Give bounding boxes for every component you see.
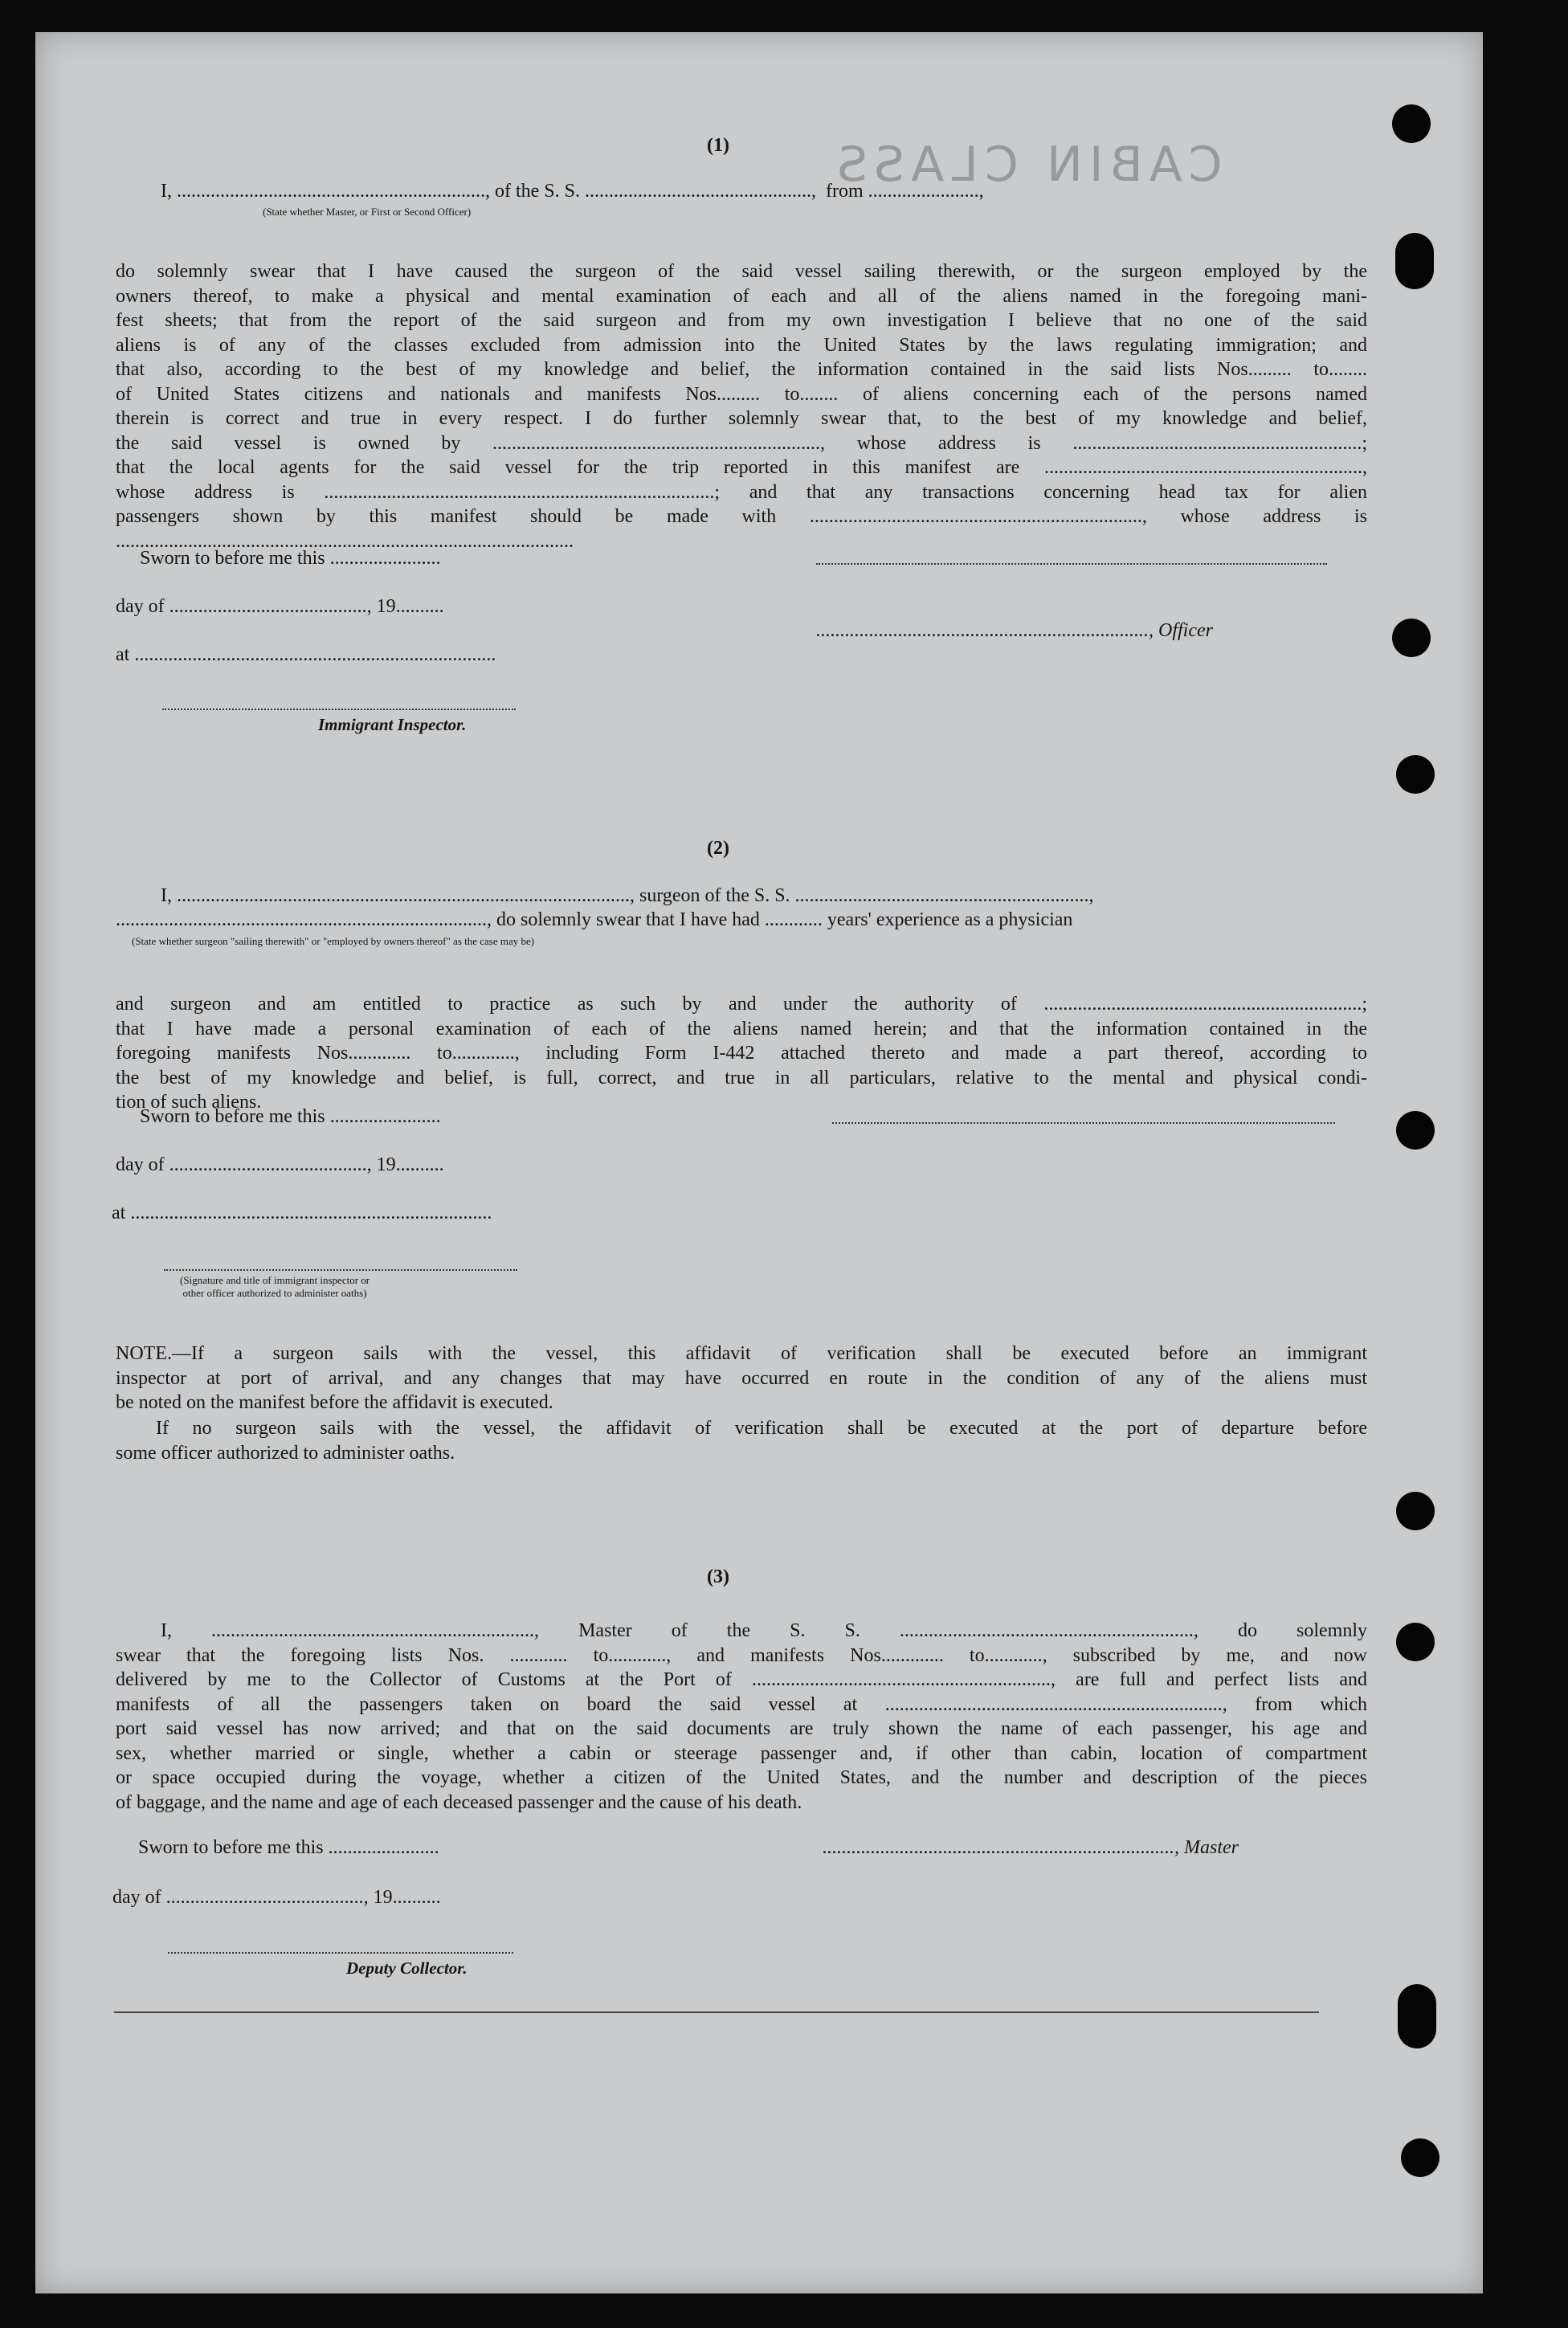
section-2-surgeon-note: (State whether surgeon "sailing therewith" or "employed by owners thereof" as the case may be) [132,935,535,947]
binder-hole [1401,2138,1439,2177]
section-1-heading: (1) [707,135,729,156]
paragraph-line: inspector at port of arrival, and any changes that may have occurred en route in the condition of any of the aliens must [116,1367,1367,1389]
paragraph-line: ............................................................................................... [116,530,574,552]
binder-hole [1396,1111,1435,1150]
section-1-oath-line: I, ................................................................, of the S. S. ..............................................., from ......................., [161,181,984,202]
binder-hole [1396,1623,1435,1661]
paragraph-line: foregoing manifests Nos............. to............., including Form I-442 attached thereto and made a part thereof, according to [116,1043,1367,1064]
section-3-day-of: day of ........................................., 19.......... [112,1887,441,1908]
section-3-collector-line [168,1952,513,1954]
paragraph-line: do solemnly swear that I have caused the surgeon of the said vessel sailing therewith, or the surgeon employed by the [116,261,1367,282]
section-2-at: at ........................................................................... [112,1203,492,1223]
paragraph-line: that the local agents for the said vessel for the trip reported in this manifest are .................................................................., [116,457,1367,478]
paragraph-line: tion of such aliens. [116,1092,262,1113]
note-line: If no surgeon sails with the vessel, the affidavit of verification shall be executed at the port of departure before [156,1418,1367,1439]
paragraph-line: manifests of all the passengers taken on board the said vessel at ......................................................................, from which [116,1693,1367,1715]
paragraph-line: fest sheets; that from the report of the said surgeon and from my own investigation I believe that no one of the said [116,310,1367,331]
binder-hole [1396,1492,1435,1530]
section-1-officer-note: (State whether Master, or First or Second Officer) [263,206,472,218]
section-1-signature-line [816,563,1327,565]
paragraph-line: and surgeon and am entitled to practice as such by and under the authority of ..................................................................; [116,994,1367,1015]
section-2-line1: I, .............................................................................................., surgeon of the S. S. ............................................................., [161,885,1094,906]
bleed-through-title: CABIN CLASS [831,137,1223,193]
paragraph-line: that also, according to the best of my knowledge and belief, the information contained in the said lists Nos......... to........ [116,359,1367,380]
manifest-page [35,32,1483,2293]
paragraph-line: sex, whether married or single, whether a cabin or steerage passenger and, if other than cabin, location of compartment [116,1742,1367,1764]
paragraph-line: I, ..................................................................., Master of the S. S. ............................................................., do solemnly [161,1620,1367,1641]
binder-hole [1396,755,1435,794]
section-2-line2: ............................................................................., do solemnly swear that I have had ............ years' experience as a physician [116,909,1073,930]
paragraph-line: or space occupied during the voyage, whether a citizen of the United States, and the number and description of the pieces [116,1767,1367,1788]
binder-hole [1392,619,1431,657]
paragraph-line: port said vessel has now arrived; and that on the said documents are truly shown the name of each passenger, his age and [116,1718,1367,1739]
section-2-heading: (2) [707,838,729,859]
section-1-officer-line: ....................................................................., Officer [816,620,1213,641]
paragraph-line: therein is correct and true in every respect. I do further solemnly swear that, to the best of my knowledge and belief, [116,408,1367,429]
paragraph-line: the best of my knowledge and belief, is full, correct, and true in all particulars, relative to the mental and physical condi- [116,1067,1367,1088]
paragraph-line: of baggage, and the name and age of each deceased passenger and the cause of his death. [116,1791,802,1813]
paragraph-line: that I have made a personal examination of each of the aliens named herein; and that the information contained in the [116,1018,1367,1039]
paragraph-line: delivered by me to the Collector of Customs at the Port of .............................................................., are full and perfect lists and [116,1669,1367,1690]
section-3-deputy-label: Deputy Collector. [346,1958,468,1978]
paragraph-line: the said vessel is owned by ...................................................................., whose address is ............................................................; [116,432,1367,454]
binder-hole [1392,104,1431,143]
section-1-inspector-line [162,709,516,710]
section-1-at: at ........................................................................... [116,644,496,665]
paragraph-line: swear that the foregoing lists Nos. ............ to............, and manifests Nos............. to............, subscribed by me, and now [116,1644,1367,1666]
section-3-heading: (3) [707,1566,729,1587]
section-2-inspector-line [164,1269,517,1271]
section-2-signature-line [832,1122,1335,1124]
paragraph-line: NOTE.—If a surgeon sails with the vessel, this affidavit of verification shall be executed before an immigrant [116,1343,1367,1364]
section-2-sworn: Sworn to before me this ....................... [140,1106,441,1127]
paragraph-line: be noted on the manifest before the affidavit is executed. [116,1392,553,1413]
section-3-sworn: Sworn to before me this ....................... [138,1837,439,1858]
bottom-rule [114,2011,1319,2013]
paragraph-line: of United States citizens and nationals and manifests Nos......... to........ of aliens concerning each of the persons named [116,383,1367,405]
section-1-day-of: day of ........................................., 19.......... [116,596,444,617]
binder-hole [1395,233,1434,289]
paragraph-line: aliens is of any of the classes excluded from admission into the United States by the laws regulating immigration; and [116,334,1367,356]
section-3-master-line: ........................................................................., Master [823,1837,1239,1858]
binder-hole [1398,1984,1436,2048]
paragraph-line: whose address is .................................................................................; and that any transactions concerning head tax for alien [116,481,1367,503]
note-line: some officer authorized to administer oaths. [116,1442,455,1464]
section-1-inspector-label: Immigrant Inspector. [318,715,467,734]
section-2-signature-note: (Signature and title of immigrant inspector or other officer authorized to administer oaths) [180,1274,370,1299]
paragraph-line: passengers shown by this manifest should be made with ....................................................................., whose address is [116,506,1367,527]
section-2-day-of: day of ........................................., 19.......... [116,1154,444,1175]
section-1-sworn: Sworn to before me this ....................... [140,548,441,569]
paragraph-line: owners thereof, to make a physical and mental examination of each and all of the aliens named in the foregoing mani- [116,285,1367,307]
